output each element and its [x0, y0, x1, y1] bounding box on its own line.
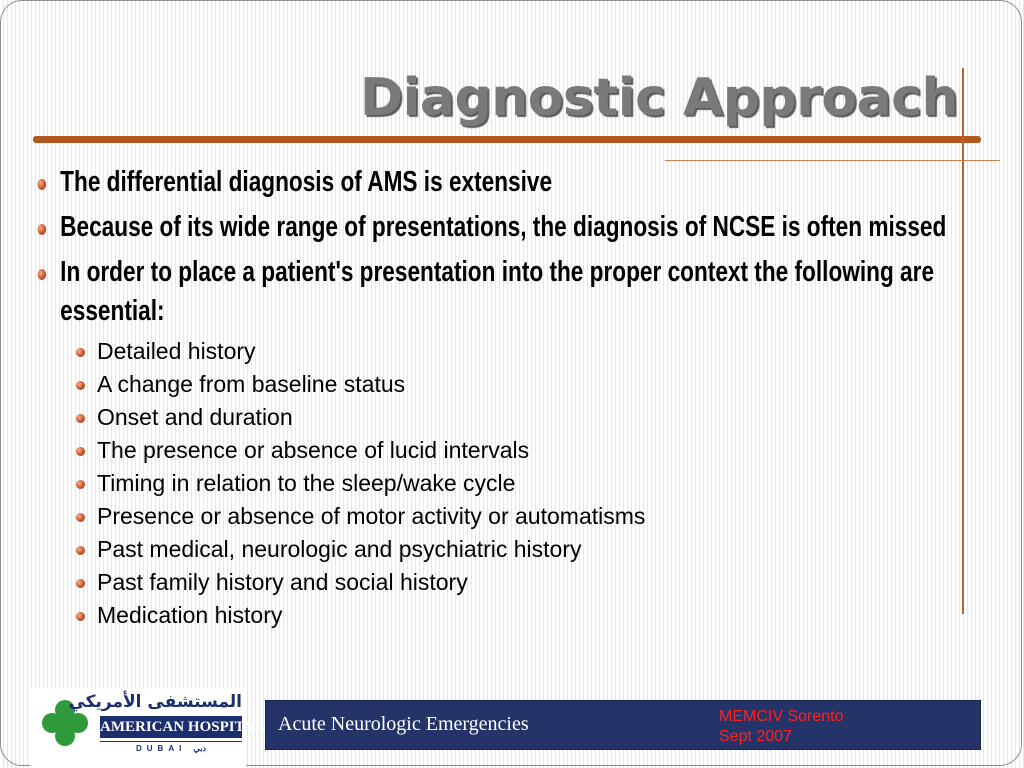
sub-bullet-text: Onset and duration: [97, 404, 293, 430]
bullet-dot-icon: [38, 224, 47, 235]
bullet-dot-icon: [38, 179, 47, 190]
bullet-dot-icon: [76, 480, 85, 489]
logo-english-name: AMERICAN HOSPITAL: [100, 716, 242, 738]
bullet-dot-icon: [76, 414, 85, 423]
slide-title: Diagnostic Approach: [359, 68, 958, 128]
sub-bullet-text: Past family history and social history: [97, 569, 468, 595]
sub-bullet-text: Timing in relation to the sleep/wake cycle: [97, 470, 516, 496]
bullet-dot-icon: [76, 513, 85, 522]
sub-bullet-text: Detailed history: [97, 338, 256, 364]
bullet-item: [36, 253, 979, 331]
decorative-vertical-line: [962, 68, 964, 614]
title-underline: [33, 136, 981, 143]
bullet-dot-icon: [76, 348, 85, 357]
footer-title: Acute Neurologic Emergencies: [278, 713, 529, 735]
hospital-logo: [30, 688, 265, 768]
sub-bullet-item: [36, 533, 956, 566]
sub-bullet-item: [36, 566, 956, 599]
footer-meta: [719, 707, 843, 747]
bullet-dot-icon: [76, 579, 85, 588]
bullet-dot-icon: [38, 269, 47, 280]
sub-bullet-text: Medication history: [97, 602, 283, 628]
sub-bullet-text: Presence or absence of motor activity or automatisms: [97, 503, 646, 529]
bullet-text: The differential diagnosis of AMS is extensive: [60, 166, 553, 198]
sub-bullet-text: Past medical, neurologic and psychiatric history: [97, 536, 582, 562]
bullet-dot-icon: [76, 381, 85, 390]
sub-bullet-item: [36, 599, 956, 632]
sub-bullet-list: [36, 335, 956, 632]
footer-bar: [265, 700, 981, 750]
bullet-item: [36, 208, 979, 247]
sub-bullet-item: [36, 368, 956, 401]
logo-arabic-name: المستشفى الأمريكي: [68, 692, 242, 712]
sub-bullet-text: The presence or absence of lucid intervals: [97, 437, 530, 463]
sub-bullet-item: [36, 467, 956, 500]
bullet-dot-icon: [76, 612, 85, 621]
bullet-item: [36, 163, 979, 202]
sub-bullet-item: [36, 335, 956, 368]
bullet-dot-icon: [76, 447, 85, 456]
decorative-horizontal-line: [665, 160, 1000, 161]
sub-bullet-text: A change from baseline status: [97, 371, 406, 397]
footer-date: Sept 2007: [719, 728, 792, 745]
sub-bullet-item: [36, 500, 956, 533]
sub-bullet-item: [36, 401, 956, 434]
bullet-text: Because of its wide range of presentations, the diagnosis of NCSE is often missed: [60, 211, 947, 243]
slide-content: [36, 163, 956, 632]
bullet-dot-icon: [76, 546, 85, 555]
bullet-text: In order to place a patient's presentation into the proper context the following are essential:: [60, 256, 935, 327]
footer-event: MEMCIV Sorento: [719, 708, 844, 725]
logo-city: DUBAI دبي: [100, 741, 242, 756]
sub-bullet-item: [36, 434, 956, 467]
